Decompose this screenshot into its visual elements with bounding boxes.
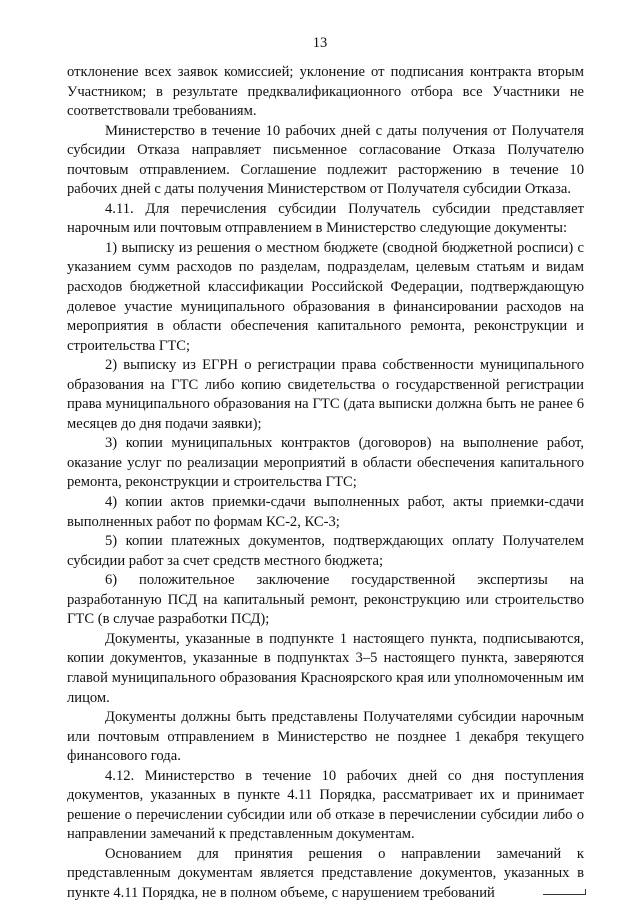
list-item-5-payment-docs: 5) копии платежных документов, подтверждающих оплату Получателем субсидии работ за счет средств местного бюджета; [67,533,584,569]
list-item-2-egrn-extract: 2) выписку из ЕГРН о регистрации права собственности муниципального образования на ГТС либо копию свидетельства о государственной регистрации права муниципального образования на ГТС (дата выписки должна быть не ранее 6 месяцев до дня подачи заявки); [67,357,584,432]
paragraph-deadline: Документы должны быть представлены Получателями субсидии нарочным или почтовым отправлением в Министерство не позднее 1 декабря текущего финансового года. [67,709,584,765]
paragraph-4-12: 4.12. Министерство в течение 10 рабочих дней со дня поступления документов, указанных в пункте 4.11 Порядка, рассматривает их и принимает решение о перечислении субсидии или об отказе в перечислении субсидии либо о направлении замечаний к представленным документам. [67,767,584,843]
paragraph-remarks-basis: Основанием для принятия решения о направлении замечаний к представленным документам является представление документов, указанных в пункте 4.11 Порядка, не в полном объеме, с нарушением требований [67,845,584,901]
document-body [67,63,584,904]
list-item-6-expertise: 6) положительное заключение государственной экспертизы на разработанную ПСД на капитальный ремонт, реконструкцию или строительство ГТС (в случае разработки ПСД); [67,572,584,628]
paragraph-4-11-intro: 4.11. Для перечисления субсидии Получатель субсидии представляет нарочным или почтовым отправлением в Министерство следующие документы: [67,200,584,237]
paragraph-continuation: отклонение всех заявок комиссией; уклонение от подписания контракта вторым Участником; в результате предквалификационного отбора все Участники не соответствовали требованиям. [67,64,584,120]
list-item-4-acceptance-acts: 4) копии актов приемки-сдачи выполненных работ, акты приемки-сдачи выполненных работ по формам КС-2, КС-3; [67,494,584,530]
page-number: 13 [312,35,328,51]
list-item-3-contracts: 3) копии муниципальных контрактов (договоров) на выполнение работ, оказание услуг по реализации мероприятий в области обеспечения капитального ремонта, реконструкции и строительства ГТС; [67,435,584,491]
paragraph-refusal-approval: Министерство в течение 10 рабочих дней с даты получения от Получателя субсидии Отказа направляет письменное согласование Отказа Получателю почтовым отправлением. Соглашение подлежит расторжению в течение 10 рабочих дней с даты получения Министерством от Получателя субсидии Отказа. [67,122,584,198]
list-item-1-budget-extract: 1) выписку из решения о местном бюджете (сводной бюджетной росписи) с указанием сумм расходов по разделам, подразделам, целевым статьям и видам расходов бюджетной классификации Российской Федерации, подтверждающую долевое участие муниципального образования в финансировании расходов на мероприятия в области обеспечения капитального ремонта, реконструкции и строительства ГТС; [67,239,584,354]
page-corner-mark [543,894,585,895]
paragraph-signing-rules: Документы, указанные в подпункте 1 настоящего пункта, подписываются, копии документов, указанные в подпунктах 3–5 настоящего пункта, заверяются главой муниципального образования Красноярского края или уполномоченным им лицом. [67,630,584,706]
